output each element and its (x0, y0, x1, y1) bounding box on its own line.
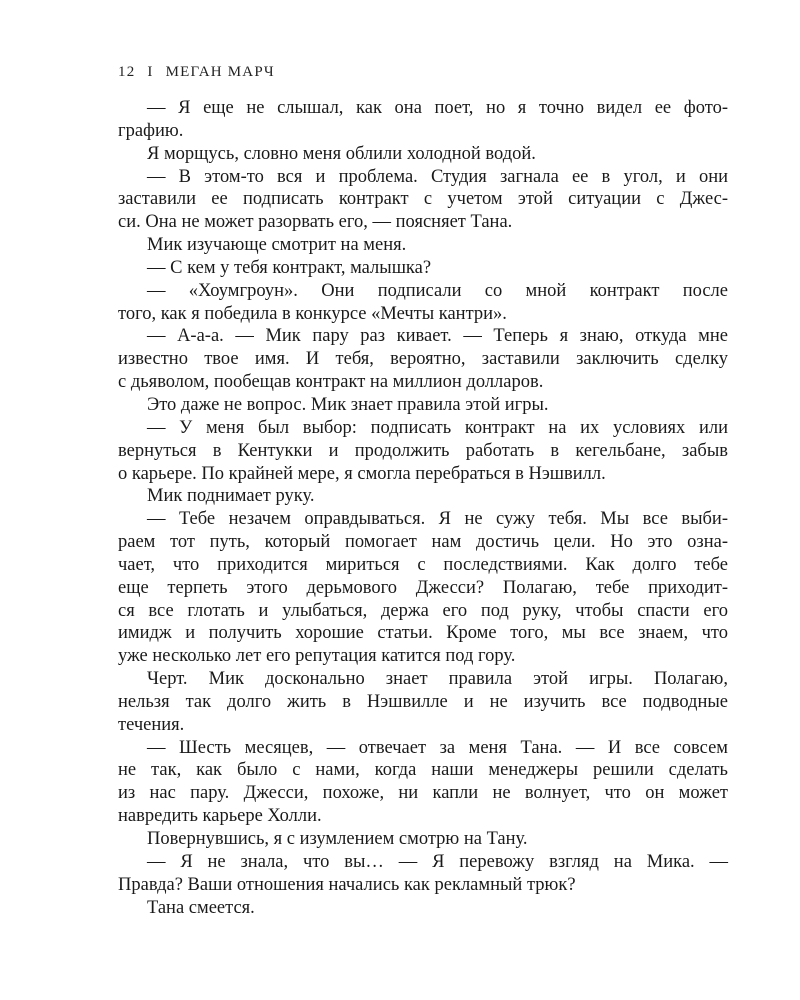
text-line: того, как я победила в конкурсе «Мечты кантри». (118, 303, 507, 324)
author-name: МЕГАН МАРЧ (165, 64, 275, 80)
text-line: Мик изучающе смотрит на меня. (147, 235, 407, 256)
text-line: Я морщусь, словно меня облили холодной водой. (147, 143, 536, 164)
text-line: Повернувшись, я с изумлением смотрю на Тану. (147, 829, 528, 849)
text-line: с дьяволом, пообещав контракт на миллион долларов. (118, 372, 544, 393)
text-line: имидж и получить хорошие статьи. Кроме того, мы все знаем, что (118, 623, 728, 644)
text-line: — С кем у тебя контракт, малышка? (147, 257, 432, 278)
text-line: — Тебе незачем оправдываться. Я не сужу тебя. Мы все выби- (147, 509, 728, 530)
text-line: Тана смеется. (147, 897, 255, 918)
page-number: 12 (118, 64, 136, 80)
text-line: чает, что приходится мириться с последствиями. Как долго тебе (118, 554, 728, 575)
text-line: не так, как было с нами, когда наши менеджеры решили сделать (118, 760, 728, 781)
text-line: о карьере. По крайней мере, я смогла перебраться в Нэшвилл. (118, 463, 606, 484)
header-separator: I (147, 64, 154, 80)
text-line: вернуться в Кентукки и продолжить работать в кегельбане, забыв (118, 440, 728, 461)
body-text (118, 97, 728, 919)
text-line: из нас пару. Джесси, похоже, ни капли не волнует, что он может (118, 783, 728, 804)
text-line: уже несколько лет его репутация катится под гору. (118, 646, 516, 667)
text-line: графию. (118, 120, 184, 141)
text-line: заставили ее подписать контракт с учетом этой ситуации с Джес- (118, 189, 728, 210)
text-line: нельзя так долго жить в Нэшвилле и не изучить все подводные (118, 691, 728, 712)
text-line: известно твое имя. И тебя, вероятно, заставили заключить сделку (118, 349, 728, 370)
text-line: раем тот путь, который помогает нам достичь цели. Но это озна- (118, 532, 728, 553)
text-line: Черт. Мик досконально знает правила этой игры. Полагаю, (147, 669, 728, 690)
text-line: — Я еще не слышал, как она поет, но я точно видел ее фото- (147, 98, 728, 118)
text-line: еще терпеть этого дерьмового Джесси? Полагаю, тебе приходит- (118, 577, 728, 598)
text-line: — Я не знала, что вы… — Я перевожу взгляд на Мика. — (147, 851, 728, 872)
text-line: ся все глотать и улыбаться, держа его под руку, чтобы спасти его (118, 600, 728, 621)
text-line: — А-а-а. — Мик пару раз кивает. — Теперь я знаю, откуда мне (147, 326, 728, 347)
text-line: — «Хоумгроун». Они подписали со мной контракт после (147, 280, 728, 301)
text-line: — У меня был выбор: подписать контракт на их условиях или (147, 417, 728, 438)
text-line: навредить карьере Холли. (118, 806, 322, 827)
text-line: — В этом-то вся и проблема. Студия загнала ее в угол, и они (147, 166, 728, 187)
text-line: Это даже не вопрос. Мик знает правила этой игры. (147, 394, 549, 415)
text-line: Правда? Ваши отношения начались как рекламный трюк? (118, 874, 576, 895)
text-line: Мик поднимает руку. (147, 486, 315, 507)
text-line: — Шесть месяцев, — отвечает за меня Тана. — И все совсем (147, 737, 728, 758)
text-line: си. Она не может разорвать его, — поясняет Тана. (118, 212, 513, 233)
running-head (118, 64, 275, 81)
text-line: течения. (118, 714, 185, 735)
